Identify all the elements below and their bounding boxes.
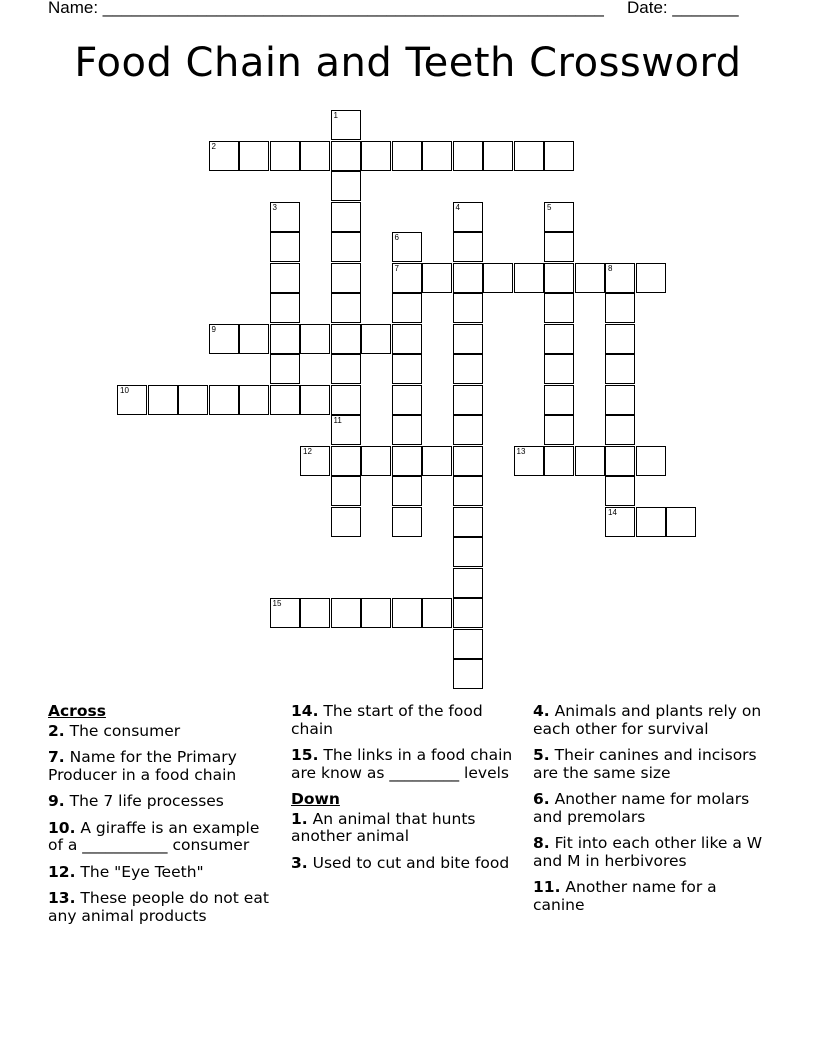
crossword-cell[interactable] <box>331 293 361 323</box>
crossword-cell[interactable] <box>331 202 361 232</box>
clue-down-4: 4. Animals and plants rely on each other for survival <box>533 702 762 738</box>
crossword-cell[interactable] <box>178 385 208 415</box>
crossword-cell[interactable] <box>331 324 361 354</box>
crossword-cell[interactable] <box>453 324 483 354</box>
clue-number: 5 <box>547 202 552 212</box>
crossword-cell[interactable] <box>331 385 361 415</box>
crossword-cell[interactable] <box>270 293 300 323</box>
crossword-cell[interactable] <box>483 263 513 293</box>
crossword-cell[interactable] <box>361 324 391 354</box>
crossword-cell[interactable] <box>300 324 330 354</box>
crossword-cell[interactable] <box>544 415 574 445</box>
crossword-cell[interactable] <box>392 446 422 476</box>
crossword-cell[interactable] <box>392 507 422 537</box>
crossword-cell[interactable] <box>483 141 513 171</box>
crossword-cell[interactable] <box>209 324 239 354</box>
crossword-cell[interactable] <box>453 598 483 628</box>
crossword-cell[interactable] <box>300 446 330 476</box>
crossword-cell[interactable] <box>453 537 483 567</box>
clue-number: 7 <box>394 263 399 273</box>
crossword-cell[interactable] <box>392 385 422 415</box>
clue-across-7: 7. Name for the Primary Producer in a food chain <box>48 748 237 784</box>
clue-number: 13 <box>516 446 526 456</box>
clue-down-8: 8. Fit into each other like a W and M in herbivores <box>533 834 763 870</box>
crossword-cell[interactable] <box>605 507 635 537</box>
crossword-cell[interactable] <box>331 232 361 262</box>
crossword-cell[interactable] <box>239 385 269 415</box>
crossword-cell[interactable] <box>453 659 483 689</box>
crossword-cell[interactable] <box>270 263 300 293</box>
crossword-cell[interactable] <box>331 141 361 171</box>
clue-number: 1 <box>333 111 338 120</box>
crossword-cell[interactable] <box>331 446 361 476</box>
crossword-cell[interactable] <box>392 415 422 445</box>
crossword-cell[interactable] <box>392 354 422 384</box>
crossword-cell[interactable] <box>453 354 483 384</box>
crossword-cell[interactable] <box>544 324 574 354</box>
crossword-cell[interactable] <box>453 263 483 293</box>
crossword-cell[interactable] <box>453 446 483 476</box>
crossword-cell[interactable] <box>331 476 361 506</box>
crossword-cell[interactable] <box>270 232 300 262</box>
clues-column-1 <box>48 703 276 934</box>
clues-column-3 <box>533 703 765 923</box>
crossword-cell[interactable] <box>605 415 635 445</box>
clue-across-9: 9. The 7 life processes <box>48 792 224 810</box>
clue-across-13: 13. These people do not eat any animal products <box>48 889 269 925</box>
crossword-cell[interactable] <box>544 385 574 415</box>
crossword-cell[interactable] <box>453 629 483 659</box>
crossword-cell[interactable] <box>514 263 544 293</box>
clues-column-2 <box>291 703 519 881</box>
crossword-cell[interactable] <box>392 293 422 323</box>
crossword-cell[interactable] <box>605 263 635 293</box>
date-field-label: Date: _______ <box>627 0 739 17</box>
crossword-cell[interactable] <box>331 507 361 537</box>
crossword-cell[interactable] <box>148 385 178 415</box>
clue-number: 9 <box>211 324 216 334</box>
clue-down-11: 11. Another name for a canine <box>533 878 717 914</box>
clue-down-1: 1. An animal that hunts another animal <box>291 809 476 845</box>
crossword-cell[interactable] <box>117 385 147 415</box>
crossword-cell[interactable] <box>392 324 422 354</box>
clue-number: 12 <box>303 446 312 456</box>
crossword-cell[interactable] <box>544 141 574 171</box>
crossword-cell[interactable] <box>544 202 574 232</box>
clue-number: 3 <box>272 202 277 212</box>
crossword-cell[interactable] <box>636 507 666 537</box>
crossword-cell[interactable] <box>453 568 483 598</box>
crossword-cell[interactable] <box>392 598 422 628</box>
crossword-cell[interactable] <box>331 171 361 201</box>
crossword-cell[interactable] <box>453 385 483 415</box>
crossword-cell[interactable] <box>361 141 391 171</box>
crossword-cell[interactable] <box>209 141 239 171</box>
crossword-cell[interactable] <box>270 354 300 384</box>
crossword-cell[interactable] <box>575 446 605 476</box>
crossword-cell[interactable] <box>300 141 330 171</box>
crossword-cell[interactable] <box>239 324 269 354</box>
crossword-cell[interactable] <box>392 232 422 262</box>
crossword-cell[interactable] <box>270 202 300 232</box>
crossword-cell[interactable] <box>605 354 635 384</box>
crossword-cell[interactable] <box>636 263 666 293</box>
crossword-cell[interactable] <box>422 141 452 171</box>
crossword-cell[interactable] <box>331 110 361 140</box>
crossword-cell[interactable] <box>331 598 361 628</box>
crossword-cell[interactable] <box>544 293 574 323</box>
crossword-cell[interactable] <box>209 385 239 415</box>
crossword-cell[interactable] <box>605 446 635 476</box>
crossword-cell[interactable] <box>239 141 269 171</box>
crossword-cell[interactable] <box>544 446 574 476</box>
clue-down-6: 6. Another name for molars and premolars <box>533 790 750 826</box>
crossword-cell[interactable] <box>331 354 361 384</box>
clue-across-12: 12. The "Eye Teeth" <box>48 862 204 881</box>
clue-across-10: 10. A giraffe is an example of a ___________ consumer <box>48 818 260 854</box>
clue-number: 6 <box>394 233 399 242</box>
across-heading: Across <box>48 702 106 720</box>
crossword-cell[interactable] <box>422 598 452 628</box>
clue-number: 4 <box>455 202 460 212</box>
crossword-cell[interactable] <box>422 446 452 476</box>
crossword-cell[interactable] <box>300 385 330 415</box>
clue-number: 2 <box>211 141 216 151</box>
crossword-cell[interactable] <box>636 446 666 476</box>
name-field-label: Name: _____________________________________________________ <box>48 0 604 17</box>
crossword-cell[interactable] <box>453 141 483 171</box>
crossword-cell[interactable] <box>331 415 361 445</box>
crossword-cell[interactable] <box>605 385 635 415</box>
clue-across-15: 15. The links in a food chain are know as _________ levels <box>291 746 513 782</box>
crossword-cell[interactable] <box>392 263 422 293</box>
crossword-cell[interactable] <box>453 232 483 262</box>
clue-across-14: 14. The start of the food chain <box>291 702 483 738</box>
crossword-cell[interactable] <box>544 263 574 293</box>
crossword-cell[interactable] <box>392 141 422 171</box>
crossword-cell[interactable] <box>514 141 544 171</box>
crossword-cell[interactable] <box>544 354 574 384</box>
crossword-cell[interactable] <box>270 324 300 354</box>
crossword-cell[interactable] <box>331 263 361 293</box>
clue-number: 10 <box>120 385 129 395</box>
crossword-cell[interactable] <box>575 263 605 293</box>
crossword-cell[interactable] <box>392 476 422 506</box>
crossword-cell[interactable] <box>453 202 483 232</box>
crossword-cell[interactable] <box>300 598 330 628</box>
clue-number: 14 <box>608 507 617 517</box>
crossword-cell[interactable] <box>270 598 300 628</box>
clue-down-3: 3. Used to cut and bite food <box>291 853 510 872</box>
crossword-cell[interactable] <box>361 446 391 476</box>
down-heading: Down <box>291 790 340 808</box>
crossword-cell[interactable] <box>544 232 574 262</box>
crossword-cell[interactable] <box>605 476 635 506</box>
crossword-cell[interactable] <box>514 446 544 476</box>
clue-down-5: 5. Their canines and incisors are the same size <box>533 746 757 782</box>
crossword-cell[interactable] <box>270 141 300 171</box>
crossword-cell[interactable] <box>453 507 483 537</box>
crossword-cell[interactable] <box>605 324 635 354</box>
crossword-cell[interactable] <box>361 598 391 628</box>
crossword-cell[interactable] <box>270 385 300 415</box>
page-title: Food Chain and Teeth Crossword <box>74 40 742 86</box>
crossword-cell[interactable] <box>453 476 483 506</box>
clue-number: 8 <box>608 263 613 273</box>
crossword-cell[interactable] <box>422 263 452 293</box>
clue-number: 15 <box>272 599 282 608</box>
crossword-cell[interactable] <box>453 293 483 323</box>
crossword-cell[interactable] <box>453 415 483 445</box>
clue-number: 11 <box>333 416 342 425</box>
crossword-cell[interactable] <box>666 507 696 537</box>
crossword-cell[interactable] <box>605 293 635 323</box>
clue-across-2: 2. The consumer <box>48 721 181 740</box>
